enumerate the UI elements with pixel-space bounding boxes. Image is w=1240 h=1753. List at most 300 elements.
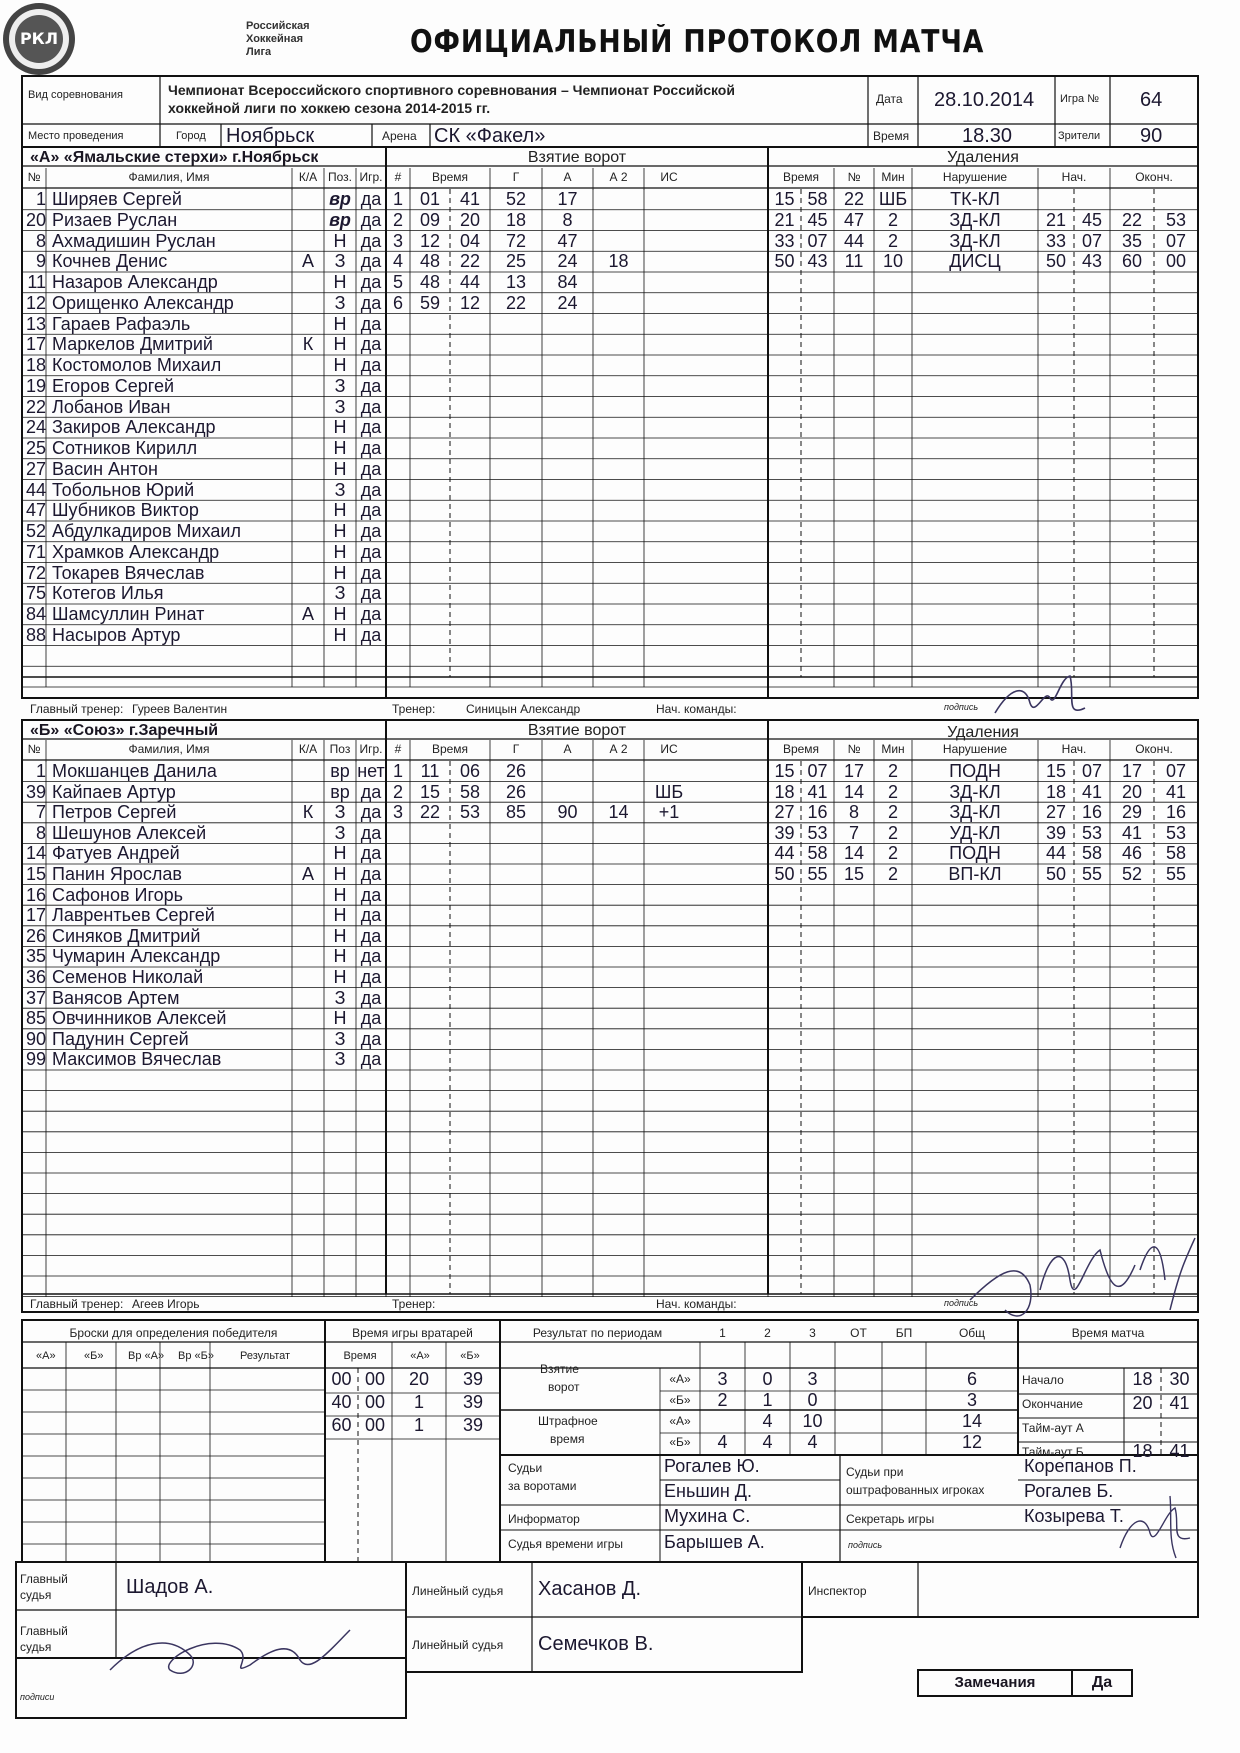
team-b-pen-player: 8 <box>848 803 859 823</box>
timekeeper: Барышев А. <box>664 1533 765 1552</box>
team-a-penalties-heading: Удаления <box>947 149 1019 166</box>
team-b-player-no: 7 <box>35 803 46 823</box>
team-a-pen-minutes: 2 <box>887 231 898 251</box>
team-b-pen-min: 39 <box>774 823 795 843</box>
team-b-pen-infraction: ПОДН <box>949 762 1001 781</box>
team-b-pen-min: 27 <box>774 803 795 823</box>
team-a-header-pmin: Мин <box>881 170 905 184</box>
team-b-pen-start-min: 44 <box>1045 844 1067 864</box>
team-b-player-name: Синяков Дмитрий <box>52 926 201 946</box>
team-a-goal-assist-1: 47 <box>557 231 578 251</box>
place-label: Место проведения <box>28 130 124 142</box>
team-b-player-no: 15 <box>25 865 46 884</box>
team-b-header-gg: Г <box>512 742 520 756</box>
goalie-b: 39 <box>462 1416 484 1435</box>
team-a-player-no: 13 <box>25 314 46 334</box>
logo-text-1: Российская <box>246 20 310 32</box>
team-a-pen-player: 44 <box>843 231 865 251</box>
team-a-pen-player: 47 <box>843 210 865 230</box>
team-b-player-played: да <box>360 865 382 884</box>
team-b-player-played: да <box>360 988 382 1008</box>
team-b-player-pos: Н <box>333 906 347 926</box>
team-a-player-pos: вр <box>329 210 351 230</box>
team-b-player-no: 8 <box>35 823 46 843</box>
team-a-player-pos: Н <box>333 542 347 562</box>
team-a-pen-min: 50 <box>774 252 795 272</box>
team-a-player-pos: З <box>334 252 346 272</box>
team-a-goal-num: 1 <box>392 190 403 209</box>
team-b-pen-sec: 55 <box>807 865 828 884</box>
team-a-player-name: Ахмадишин Руслан <box>52 231 216 251</box>
team-a-pen-sec: 45 <box>807 210 828 230</box>
team-a-pen-infraction: ЗД-КЛ <box>949 231 1001 251</box>
team-a-pen-min: 33 <box>774 231 795 251</box>
team-b-pen-start-sec: 53 <box>1081 823 1103 843</box>
goal-judges-label-2: за воротами <box>508 1479 577 1493</box>
team-a-player-no: 12 <box>25 293 46 313</box>
team-a-player-played: да <box>360 563 382 583</box>
period-team-pen_b: «Б» <box>669 1435 691 1449</box>
team-b-player-pos: З <box>334 803 346 823</box>
team-a-pen-minutes: 2 <box>887 210 898 230</box>
shootout-col-a: «А» <box>36 1350 56 1362</box>
team-a-header-pinf: Нарушение <box>942 170 1008 184</box>
team-b-coach-label: Главный тренер: <box>30 1297 124 1311</box>
team-b-pen-start-sec: 16 <box>1081 803 1103 823</box>
team-b-pen-end-min: 20 <box>1121 782 1143 802</box>
game-label: Игра № <box>1060 93 1100 105</box>
team-a-player-played: да <box>360 231 382 251</box>
team-a-goal-assist-1: 17 <box>557 190 578 209</box>
city-value: Ноябрьск <box>226 125 315 147</box>
team-a-player-name: Орищенко Александр <box>52 293 234 313</box>
team-a-goal-scorer: 72 <box>505 231 527 251</box>
team-a-goal-sec: 44 <box>459 273 481 292</box>
team-a-player-name: Храмков Александр <box>52 542 220 562</box>
team-a-player-no: 25 <box>25 439 46 458</box>
team-b-player-played: да <box>360 1050 382 1070</box>
team-b-player-played: да <box>360 823 382 843</box>
team-a-player-pos: З <box>334 293 346 313</box>
team-b-player-no: 16 <box>25 885 46 905</box>
team-a-player-name: Лобанов Иван <box>52 397 171 417</box>
team-a-player-name: Костомолов Михаил <box>52 356 222 375</box>
team-b-player-played: да <box>360 1009 382 1029</box>
team-a-goal-sec: 20 <box>459 210 481 230</box>
team-a-goal-sec: 12 <box>459 293 481 313</box>
team-a-player-pos: Н <box>333 625 347 645</box>
team-b-player-name: Шешунов Алексей <box>52 823 207 843</box>
team-a-player-name: Сотников Кирилл <box>52 439 198 458</box>
team-a-player-pos: Н <box>333 501 347 521</box>
goalies-title: Время игры вратарей <box>352 1326 473 1340</box>
team-b-pen-end-min: 29 <box>1121 803 1143 823</box>
team-a-header-pb: Нач. <box>1061 170 1087 184</box>
team-b-player-ka: А <box>301 865 314 884</box>
team-a-player-pos: З <box>334 584 346 604</box>
competition-line-2: хоккейной лиги по хоккею сезона 2014-2015 гг. <box>168 100 491 116</box>
team-b-goal-min: 22 <box>419 803 441 823</box>
team-b-pen-player: 14 <box>843 782 865 802</box>
team-b-pen-start-min: 39 <box>1045 823 1067 843</box>
team-a-goal-sec: 22 <box>459 252 481 272</box>
periods-pen-label-1: Штрафное <box>538 1414 598 1428</box>
team-a-player-name: Гараев Рафаэль <box>52 314 191 334</box>
team-b-header-name: Фамилия, Имя <box>128 742 210 756</box>
time-value: 18.30 <box>962 125 1013 147</box>
team-b-pen-end-min: 17 <box>1121 762 1143 781</box>
team-a-pen-sec: 43 <box>807 252 828 272</box>
team-a-pen-min: 21 <box>774 210 795 230</box>
team-a-player-pos: Н <box>333 522 347 541</box>
team-b-player-name: Падунин Сергей <box>52 1029 189 1049</box>
team-b-pen-end-sec: 16 <box>1165 803 1187 823</box>
team-a-player-name: Насыров Артур <box>52 625 181 645</box>
team-a-player-name: Котегов Илья <box>52 584 164 604</box>
team-b-player-pos: Н <box>333 926 347 946</box>
team-b-player-no: 14 <box>25 844 46 864</box>
team-a-coach: Гуреев Валентин <box>132 702 228 716</box>
team-b-header-igr: Игр. <box>359 742 383 756</box>
team-a-goal-scorer: 52 <box>505 190 527 209</box>
team-b-pen-end-min: 52 <box>1121 865 1143 884</box>
team-a-player-no: 18 <box>25 356 46 375</box>
team-b-player-no: 37 <box>25 988 46 1008</box>
team-b-pen-end-sec: 07 <box>1165 762 1187 781</box>
team-a-pen-sec: 58 <box>807 190 828 209</box>
team-b-player-played: да <box>360 1029 382 1049</box>
team-a-player-name: Шубников Виктор <box>52 501 199 521</box>
goalie-time-min: 60 <box>331 1416 352 1435</box>
team-a-player-name: Ширяев Сергей <box>52 190 182 209</box>
goal-judge-1: Рогалев Ю. <box>664 1457 760 1476</box>
team-b-player-played: да <box>360 926 382 946</box>
team-b-trainer-label: Тренер: <box>392 1297 436 1311</box>
team-a-player-played: да <box>360 376 382 396</box>
team-a-header-gm: Время <box>431 170 469 184</box>
team-a-player-pos: З <box>334 376 346 396</box>
match-time-label: Начало <box>1022 1373 1064 1387</box>
team-b-pen-start-min: 15 <box>1045 762 1067 781</box>
team-b-pen-sec: 41 <box>807 782 828 802</box>
team-a-goal-sec: 41 <box>459 190 481 209</box>
officials-sign-label: подпись <box>848 1540 883 1550</box>
team-a-player-played: да <box>360 480 382 500</box>
team-b-goal-situation: ШБ <box>654 782 684 802</box>
team-a-goal-assist-1: 24 <box>557 293 578 313</box>
team-b-player-played: да <box>360 803 382 823</box>
team-a-pen-infraction: ЗД-КЛ <box>949 210 1001 230</box>
team-a-pen-start-min: 50 <box>1045 252 1067 272</box>
main-ref-label-2b: судья <box>20 1640 52 1654</box>
team-a-header-pos: Поз. <box>328 170 352 184</box>
match-time-min: 30 <box>1169 1370 1190 1389</box>
team-b-player-name: Семенов Николай <box>52 968 204 987</box>
competition-line-1: Чемпионат Всероссийского спортивного соревнования – Чемпионат Российской <box>168 82 735 98</box>
secretary-label: Секретарь игры <box>846 1512 935 1526</box>
team-b-pen-end-min: 41 <box>1121 823 1143 843</box>
team-b-player-name: Петров Сергей <box>52 803 177 823</box>
logo-text-3: Лига <box>246 46 272 58</box>
team-b-pen-minutes: 2 <box>887 762 898 781</box>
team-b-pen-sec: 58 <box>807 844 828 864</box>
team-a-goal-num: 3 <box>392 231 403 251</box>
signs-label: подписи <box>20 1692 55 1702</box>
goalie-time-min: 00 <box>331 1370 352 1389</box>
team-a-player-name: Закиров Александр <box>52 418 216 438</box>
team-b-player-pos: З <box>334 1029 346 1049</box>
team-a-pen-player: 11 <box>844 252 864 272</box>
linesman-1: Хасанов Д. <box>538 1578 642 1600</box>
team-b-pen-infraction: ЗД-КЛ <box>949 782 1001 802</box>
team-a-player-played: да <box>360 542 382 562</box>
team-a-pen-start-sec: 07 <box>1081 231 1103 251</box>
team-a-player-name: Токарев Вячеслав <box>52 563 205 583</box>
remarks-value: Да <box>1091 1674 1113 1691</box>
team-b-header-pinf: Нарушение <box>942 742 1008 756</box>
team-b-pen-player: 7 <box>848 823 859 843</box>
team-b-header-pmin: Мин <box>881 742 905 756</box>
team-a-player-played: да <box>360 522 382 541</box>
team-b-player-pos: Н <box>333 865 347 884</box>
team-b-pen-minutes: 2 <box>887 803 898 823</box>
team-b-player-name: Чумарин Александр <box>52 947 221 967</box>
team-a-player-name: Тобольнов Юрий <box>52 480 195 500</box>
team-b-player-no: 85 <box>25 1009 46 1029</box>
main-ref-label-1b: судья <box>20 1588 52 1602</box>
team-a-player-no: 52 <box>25 522 46 541</box>
main-ref-label-2a: Главный <box>20 1624 68 1638</box>
spectators-label: Зрители <box>1058 130 1101 142</box>
team-a-player-no: 47 <box>25 501 46 521</box>
goalie-b: 39 <box>462 1370 484 1389</box>
team-a-player-ka: А <box>301 252 314 272</box>
team-b-player-no: 99 <box>25 1050 46 1070</box>
goalie-a: 1 <box>413 1416 424 1435</box>
period-pen_b-2: 4 <box>807 1433 818 1452</box>
team-a-player-played: да <box>360 418 382 438</box>
team-b-player-played: да <box>360 782 382 802</box>
goalie-time-sec: 00 <box>364 1416 386 1435</box>
team-b-goal-num: 1 <box>392 762 403 781</box>
team-b-goal-assist-1: 90 <box>557 803 578 823</box>
team-b-pen-infraction: ПОДН <box>949 844 1001 864</box>
match-time-label: Тайм-аут Б <box>1022 1445 1084 1459</box>
linesman-2: Семечков В. <box>538 1633 654 1655</box>
team-a-player-no: 71 <box>25 542 46 562</box>
pen-judges-label-2: оштрафованных игроках <box>846 1483 985 1497</box>
team-a-header-gn: # <box>394 170 402 184</box>
team-b-player-played: да <box>360 844 382 864</box>
team-a-player-no: 17 <box>25 335 46 355</box>
periods-goals-label-2: ворот <box>548 1380 580 1394</box>
match-time-hour: 18 <box>1132 1442 1153 1461</box>
team-b-pen-end-sec: 55 <box>1165 865 1187 884</box>
team-a-player-no: 75 <box>25 584 46 604</box>
team-b-pen-minutes: 2 <box>887 782 898 802</box>
team-a-player-no: 24 <box>25 418 46 438</box>
team-b-pen-start-sec: 07 <box>1081 762 1103 781</box>
team-b-coach: Агеев Игорь <box>132 1297 200 1311</box>
team-b-pen-player: 17 <box>843 762 865 781</box>
team-b-player-pos: вр <box>330 762 350 781</box>
city-label: Город <box>176 130 206 142</box>
team-a-goal-assist-1: 84 <box>557 273 578 292</box>
team-b-pen-start-min: 50 <box>1045 865 1067 884</box>
match-time-label: Тайм-аут А <box>1022 1421 1084 1435</box>
team-b-player-played: да <box>360 947 382 967</box>
team-b-player-name: Овчинников Алексей <box>52 1009 227 1029</box>
team-a-pen-start-sec: 45 <box>1081 210 1103 230</box>
team-b-pen-min: 50 <box>774 865 795 884</box>
team-a-sign-label: подпись <box>944 702 979 712</box>
team-a-player-name: Абдулкадиров Михаил <box>52 522 241 541</box>
team-b-header-pno: № <box>847 742 861 756</box>
team-a-player-no: 1 <box>35 190 46 209</box>
team-b-pen-end-sec: 58 <box>1165 844 1187 864</box>
goalie-time-min: 40 <box>331 1393 352 1412</box>
goalie-time-sec: 00 <box>364 1393 386 1412</box>
team-b-pen-infraction: ВП-КЛ <box>948 865 1002 884</box>
team-b-goal-sec: 53 <box>459 803 481 823</box>
team-a-pen-end-min: 60 <box>1121 252 1143 272</box>
team-a-player-no: 11 <box>27 273 46 292</box>
goalies-col-time: Время <box>343 1350 377 1362</box>
team-a-goal-assist-2: 18 <box>608 252 629 272</box>
team-a-player-pos: Н <box>333 605 347 624</box>
team-a-coach-label: Главный тренер: <box>30 702 124 716</box>
match-time-hour: 20 <box>1132 1394 1153 1413</box>
team-a-pen-start-sec: 43 <box>1081 252 1103 272</box>
period-team-goals_a: «А» <box>669 1372 691 1386</box>
period-pen_b-5: 12 <box>961 1433 983 1452</box>
team-a-player-played: да <box>360 314 382 334</box>
periods-title: Результат по периодам <box>532 1326 663 1340</box>
team-b-player-no: 26 <box>25 926 46 946</box>
period-goals_a-0: 3 <box>717 1370 728 1389</box>
team-b-pen-infraction: ЗД-КЛ <box>949 803 1001 823</box>
match-time-title: Время матча <box>1071 1326 1145 1340</box>
spectators-value: 90 <box>1140 125 1163 147</box>
team-a-title: «А» «Ямальские стерхи» г.Ноябрьск <box>30 149 319 166</box>
team-a-player-no: 84 <box>25 605 46 624</box>
team-b-signature-icon <box>960 1230 1200 1340</box>
match-time-label: Окончание <box>1022 1397 1083 1411</box>
team-b-player-pos: З <box>334 988 346 1008</box>
shootout-col-vra: Вр «А» <box>128 1350 165 1362</box>
period-team-pen_a: «А» <box>669 1414 691 1428</box>
team-a-player-no: 20 <box>25 210 46 230</box>
team-b-goal-min: 15 <box>419 782 441 802</box>
shootout-col-vrb: Вр «Б» <box>178 1350 214 1362</box>
team-a-player-pos: З <box>334 397 346 417</box>
team-a-trainer-label: Тренер: <box>392 702 436 716</box>
goalies-col-b: «Б» <box>460 1350 480 1362</box>
team-b-player-ka: К <box>302 803 314 823</box>
team-a-goal-scorer: 22 <box>505 293 527 313</box>
team-b-header-gm: Время <box>431 742 469 756</box>
team-b-player-no: 35 <box>25 947 46 967</box>
team-a-pen-infraction: ТК-КЛ <box>950 190 1000 209</box>
team-a-goal-assist-1: 8 <box>562 210 573 230</box>
team-a-goal-min: 48 <box>419 273 441 292</box>
team-b-pen-sec: 07 <box>807 762 828 781</box>
team-a-header-gis: ИС <box>660 170 678 184</box>
period-goals_b-1: 1 <box>762 1391 773 1410</box>
team-a-player-no: 44 <box>25 480 46 500</box>
team-b-player-no: 90 <box>25 1029 46 1049</box>
period-pen_a-2: 10 <box>802 1412 823 1431</box>
team-a-player-pos: Н <box>333 459 347 479</box>
team-b-player-pos: Н <box>333 1009 347 1029</box>
team-a-player-no: 22 <box>25 397 46 417</box>
team-b-pen-start-min: 18 <box>1045 782 1067 802</box>
team-a-header-no: № <box>27 170 41 184</box>
team-a-player-name: Маркелов Дмитрий <box>52 335 213 355</box>
team-b-header-no: № <box>27 742 41 756</box>
team-b-header-ga2: А 2 <box>609 742 628 756</box>
team-b-player-played: нет <box>357 762 385 781</box>
team-b-pen-minutes: 2 <box>887 865 898 884</box>
goalie-time-sec: 00 <box>364 1370 386 1389</box>
team-a-player-no: 19 <box>25 376 46 396</box>
date-value: 28.10.2014 <box>934 89 1035 111</box>
team-b-pen-minutes: 2 <box>887 823 898 843</box>
team-a-pen-end-sec: 07 <box>1165 231 1187 251</box>
team-a-player-pos: Н <box>333 356 347 375</box>
team-b-player-name: Ванясов Артем <box>52 988 180 1008</box>
team-b-goal-scorer: 85 <box>505 803 527 823</box>
team-b-player-pos: Н <box>333 844 347 864</box>
goal-judges-label-1: Судьи <box>508 1461 543 1475</box>
team-b-sign-label: подпись <box>944 1298 979 1308</box>
team-b-pen-sec: 53 <box>807 823 828 843</box>
date-label: Дата <box>876 92 903 106</box>
team-a-player-pos: З <box>334 480 346 500</box>
goalie-a: 20 <box>408 1370 430 1389</box>
team-b-player-pos: З <box>334 1050 346 1070</box>
team-b-goal-scorer: 26 <box>505 782 527 802</box>
team-a-pen-minutes: 10 <box>882 252 904 272</box>
team-a-goal-num: 2 <box>392 210 403 230</box>
team-a-pen-sec: 07 <box>807 231 828 251</box>
team-a-player-ka: А <box>301 605 314 624</box>
team-b-pen-start-sec: 58 <box>1081 844 1103 864</box>
team-b-pen-end-sec: 53 <box>1165 823 1187 843</box>
time-label: Время <box>873 129 910 143</box>
team-b-player-pos: вр <box>330 782 350 802</box>
team-a-player-no: 27 <box>25 459 46 479</box>
period-pen_a-5: 14 <box>961 1412 983 1431</box>
team-a-player-played: да <box>360 356 382 375</box>
team-b-pen-player: 14 <box>843 844 865 864</box>
secretary: Козырева Т. <box>1024 1507 1124 1526</box>
team-a-pen-end-min: 22 <box>1121 210 1143 230</box>
team-a-pen-infraction: ДИСЦ <box>949 252 1001 272</box>
team-b-penalties-heading: Удаления <box>947 724 1019 741</box>
team-a-player-no: 72 <box>25 563 46 583</box>
team-b-goal-situation: +1 <box>658 803 680 823</box>
team-b-header-ga: А <box>563 742 572 756</box>
team-a-goal-scorer: 25 <box>505 252 527 272</box>
linesman-label-2: Линейный судья <box>412 1638 504 1652</box>
team-a-player-pos: вр <box>329 190 351 209</box>
team-b-goal-num: 2 <box>392 782 403 802</box>
match-time-min: 41 <box>1169 1442 1190 1461</box>
period-goals_b-0: 2 <box>717 1391 728 1410</box>
team-a-chief-label: Нач. команды: <box>656 702 737 716</box>
period-goals_a-1: 0 <box>762 1370 773 1389</box>
